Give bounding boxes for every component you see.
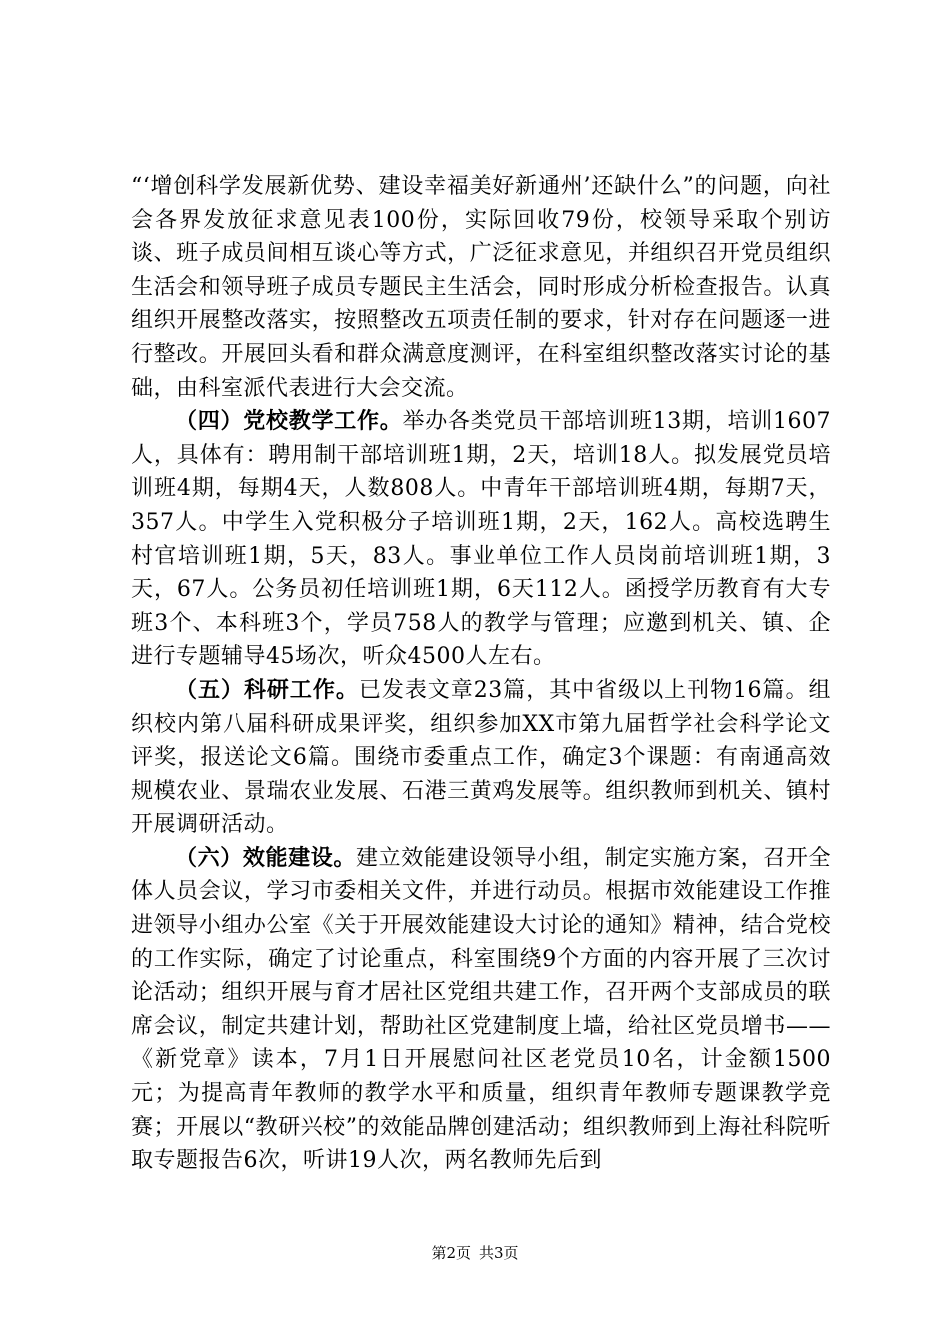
paragraph-1 — [131, 170, 831, 405]
section-heading-teaching: （四）党校教学工作。 — [175, 408, 403, 435]
paragraph-4-text: 建立效能建设领导小组，制定实施方案，召开全体人员会议，学习市委相关文件，并进行动员。根据市效能建设工作推进领导小组办公室《关于开展效能建设大讨论的通知》精神，结合党校的工作实际，确定了讨论重点，科室围绕9个方面的内容开展了三次讨论活动；组织开展与育才居社区党组共建工作，召开两个支部成员的联席会议，制定共建计划，帮助社区党建制度上墙，给社区党员增书——《新党章》读本，7月1日开展慰问社区老党员10名，计金额1500元；为提高青年教师的教学水平和质量，组织青年教师专题课教学竞赛；开展以“教研兴校”的效能品牌创建活动；组织教师到上海社科院听取专题报告6次，听讲19人次，两名教师先后到 — [131, 845, 831, 1174]
section-heading-efficiency: （六）效能建设。 — [175, 844, 356, 871]
page-footer — [0, 1243, 950, 1263]
page-number: 第2页 — [431, 1244, 471, 1262]
paragraph-3-text: 已发表文章23篇，其中省级以上刊物16篇。组织校内第八届科研成果评奖，组织参加XX市第九届哲学社会科学论文评奖，报送论文6篇。围绕市委重点工作，确定3个课题：有南通高效规模农业、景瑞农业发展、石港三黄鸡发展等。组织教师到机关、镇村开展调研活动。 — [131, 677, 831, 838]
page-total: 共3页 — [479, 1244, 519, 1262]
paragraph-2 — [131, 405, 831, 674]
document-body — [131, 170, 831, 1178]
paragraph-4 — [131, 842, 831, 1178]
paragraph-3 — [131, 674, 831, 842]
section-heading-research: （五）科研工作。 — [175, 676, 359, 703]
paragraph-2-text: 举办各类党员干部培训班13期，培训1607人，具体有：聘用制干部培训班1期，2天，培训18人。拟发展党员培训班4期，每期4天，人数808人。中青年干部培训班4期，每期7天，357人。中学生入党积极分子培训班1期，2天，162人。高校选聘生村官培训班1期，5天，83人。事业单位工作人员岗前培训班1期，3天，67人。公务员初任培训班1期，6天112人。函授学历教育有大专班3个、本科班3个，学员758人的教学与管理；应邀到机关、镇、企进行专题辅导45场次，听众4500人左右。 — [131, 409, 832, 670]
paragraph-1-text: “‘增创科学发展新优势、建设幸福美好新通州’还缺什么”的问题，向社会各界发放征求意见表100份，实际回收79份，校领导采取个别访谈、班子成员间相互谈心等方式，广泛征求意见，并组织召开党员组织生活会和领导班子成员专题民主生活会，同时形成分析检查报告。认真组织开展整改落实，按照整改五项责任制的要求，针对存在问题逐一进行整改。开展回头看和群众满意度测评，在科室组织整改落实讨论的基础，由科室派代表进行大会交流。 — [131, 174, 831, 401]
